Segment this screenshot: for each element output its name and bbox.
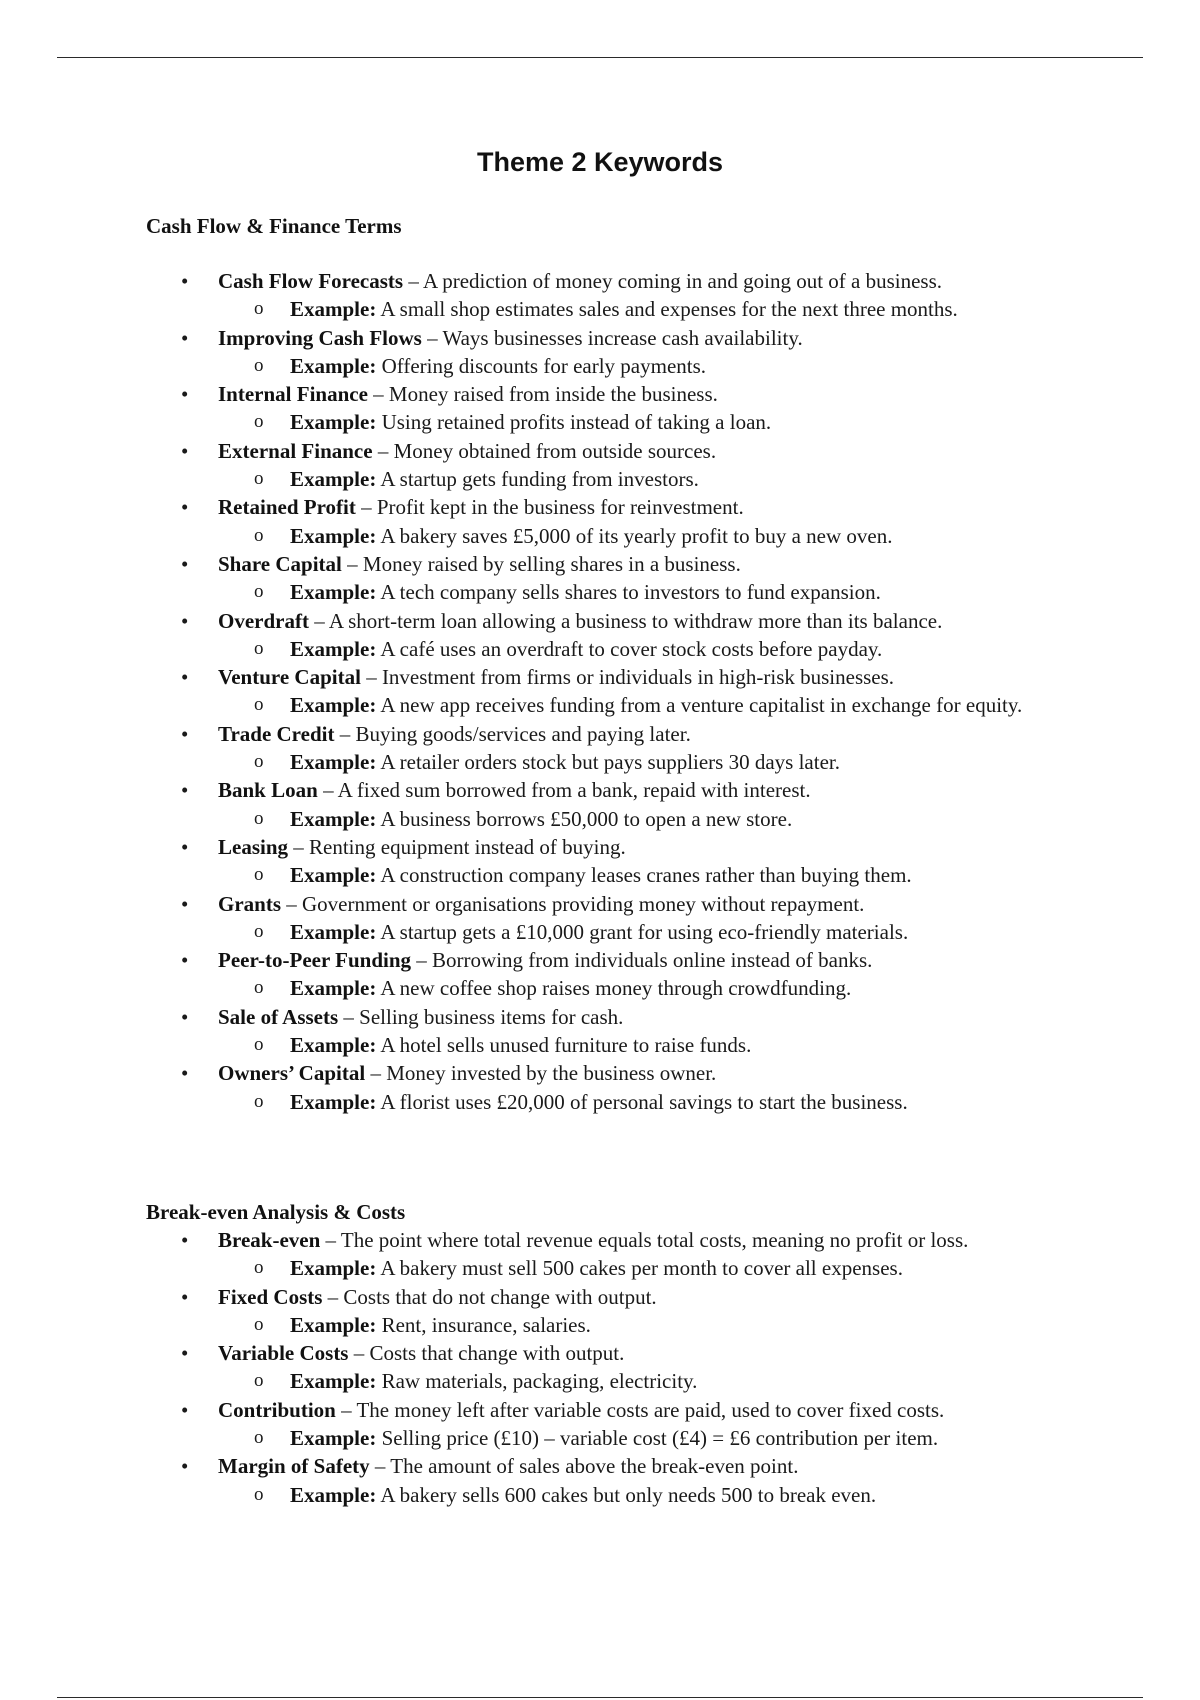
dash-separator: – <box>374 1454 386 1479</box>
example-item <box>0 1367 1060 1395</box>
dash-separator: – <box>366 665 377 690</box>
bullet-icon: • <box>181 495 189 520</box>
example-item <box>0 691 1060 719</box>
example-label: Example: <box>290 353 377 378</box>
example-label: Example: <box>290 976 377 1001</box>
sub-bullet-icon: o <box>254 807 264 829</box>
bullet-icon: • <box>181 834 189 859</box>
example-label: Example: <box>290 1089 377 1114</box>
example-item <box>0 408 1060 436</box>
example-text: A bakery saves £5,000 of its yearly profit to buy a new oven. <box>380 523 893 548</box>
term-item <box>0 380 1200 437</box>
term-item <box>0 437 1200 494</box>
dash-separator: – <box>373 382 384 407</box>
sub-bullet-icon: o <box>254 1313 264 1335</box>
example-label: Example: <box>290 863 377 888</box>
example-item <box>0 578 1060 606</box>
dash-separator: – <box>327 1284 339 1309</box>
example-item <box>0 805 1060 833</box>
dash-separator: – <box>314 608 325 633</box>
example-label: Example: <box>290 580 377 605</box>
bullet-icon: • <box>181 948 189 973</box>
top-rule <box>57 57 1143 58</box>
example-label: Example: <box>290 523 377 548</box>
term-item <box>0 1339 1200 1396</box>
example-list <box>218 1031 1060 1059</box>
term-definition: Borrowing from individuals online instead of banks. <box>432 948 873 973</box>
example-list <box>218 522 1060 550</box>
term-item <box>0 550 1200 607</box>
sub-bullet-icon: o <box>254 524 264 546</box>
term-definition: Money raised by selling shares in a business. <box>362 551 741 576</box>
section-heading-cash-flow: Cash Flow & Finance Terms <box>146 214 402 238</box>
dash-separator: – <box>323 778 334 803</box>
example-label: Example: <box>290 1426 377 1451</box>
example-text: A tech company sells shares to investors to fund expansion. <box>380 580 881 605</box>
dash-separator: – <box>353 1341 365 1366</box>
term-name: Variable Costs <box>218 1341 349 1366</box>
sub-bullet-icon: o <box>254 864 264 886</box>
bullet-icon: • <box>181 1341 189 1366</box>
dash-separator: – <box>339 721 351 746</box>
term-name: Fixed Costs <box>218 1284 323 1309</box>
bullet-icon: • <box>181 325 189 350</box>
example-label: Example: <box>290 750 377 775</box>
sub-bullet-icon: o <box>254 637 264 659</box>
term-name: Venture Capital <box>218 665 361 690</box>
example-text: A new coffee shop raises money through crowdfunding. <box>380 976 852 1001</box>
sub-bullet-icon: o <box>254 298 264 320</box>
example-text: A bakery must sell 500 cakes per month to cover all expenses. <box>380 1256 903 1281</box>
example-list <box>218 295 1060 323</box>
term-name: Margin of Safety <box>218 1454 370 1479</box>
dash-separator: – <box>361 495 372 520</box>
term-name: Trade Credit <box>218 721 335 746</box>
term-item <box>0 776 1200 833</box>
term-name: Cash Flow Forecasts <box>218 269 404 293</box>
example-label: Example: <box>290 1482 377 1507</box>
bullet-icon: • <box>181 1284 189 1309</box>
sub-bullet-icon: o <box>254 920 264 942</box>
example-list <box>218 1367 1060 1395</box>
term-definition: Government or organisations providing money without repayment. <box>302 891 865 916</box>
sub-bullet-icon: o <box>254 694 264 716</box>
term-definition: Money invested by the business owner. <box>386 1061 717 1086</box>
example-text: A bakery sells 600 cakes but only needs 500 to break even. <box>380 1482 877 1507</box>
sub-bullet-icon: o <box>254 581 264 603</box>
example-text: Offering discounts for early payments. <box>381 353 707 378</box>
bullet-icon: • <box>181 665 189 690</box>
example-item <box>0 748 1060 776</box>
example-item <box>0 1311 1060 1339</box>
term-definition: Buying goods/services and paying later. <box>355 721 691 746</box>
example-list <box>218 974 1060 1002</box>
example-label: Example: <box>290 297 377 322</box>
sub-bullet-icon: o <box>254 1257 264 1279</box>
term-item <box>0 1396 1200 1453</box>
term-item <box>0 607 1200 664</box>
term-definition: Money obtained from outside sources. <box>393 438 717 463</box>
term-name: Peer-to-Peer Funding <box>218 948 412 973</box>
term-name: Bank Loan <box>218 778 318 803</box>
term-item <box>0 833 1200 890</box>
term-item <box>0 1283 1200 1340</box>
example-label: Example: <box>290 636 377 661</box>
example-text: A startup gets funding from investors. <box>380 467 699 492</box>
example-item <box>0 352 1060 380</box>
dash-separator: – <box>341 1397 352 1422</box>
term-name: Improving Cash Flows <box>218 325 422 350</box>
bullet-icon: • <box>181 721 189 746</box>
example-label: Example: <box>290 467 377 492</box>
dash-separator: – <box>377 438 389 463</box>
term-definition: A fixed sum borrowed from a bank, repaid with interest. <box>337 778 811 803</box>
sub-bullet-icon: o <box>254 354 264 376</box>
example-text: Selling price (£10) – variable cost (£4) = £6 contribution per item. <box>381 1426 939 1451</box>
example-list <box>218 805 1060 833</box>
example-item <box>0 295 1060 323</box>
dash-separator: – <box>416 948 427 973</box>
example-list <box>218 578 1060 606</box>
term-item <box>0 324 1200 381</box>
example-text: A startup gets a £10,000 grant for using eco-friendly materials. <box>380 919 909 944</box>
term-name: Retained Profit <box>218 495 356 520</box>
example-text: A new app receives funding from a venture capitalist in exchange for equity. <box>380 693 1023 718</box>
example-item <box>0 861 1060 889</box>
bullet-icon: • <box>181 1004 189 1029</box>
term-item <box>0 267 1200 324</box>
term-definition: The money left after variable costs are paid, used to cover fixed costs. <box>356 1397 945 1422</box>
term-item <box>0 1059 1200 1116</box>
bottom-rule <box>57 1697 1143 1698</box>
term-item <box>0 1452 1200 1509</box>
example-text: Using retained profits instead of taking a loan. <box>381 410 772 435</box>
bullet-icon: • <box>181 1228 189 1252</box>
example-item <box>0 974 1060 1002</box>
term-definition: Ways businesses increase cash availability. <box>442 325 803 350</box>
example-list <box>218 1088 1060 1116</box>
bullet-icon: • <box>181 891 189 916</box>
term-item <box>0 493 1200 550</box>
example-label: Example: <box>290 410 377 435</box>
dash-separator: – <box>325 1228 337 1252</box>
example-list <box>218 1481 1060 1509</box>
example-list <box>218 918 1060 946</box>
dash-separator: – <box>343 1004 354 1029</box>
term-definition: The point where total revenue equals total costs, meaning no profit or loss. <box>340 1228 969 1252</box>
sub-bullet-icon: o <box>254 977 264 999</box>
term-definition: Money raised from inside the business. <box>388 382 718 407</box>
example-list <box>218 352 1060 380</box>
term-name: Grants <box>218 891 281 916</box>
example-list <box>218 691 1060 719</box>
sub-bullet-icon: o <box>254 1034 264 1056</box>
example-item <box>0 1424 1060 1452</box>
page-title: Theme 2 Keywords <box>476 147 724 177</box>
example-text: A small shop estimates sales and expenses for the next three months. <box>380 297 958 322</box>
bullet-icon: • <box>181 1397 189 1422</box>
term-item <box>0 946 1200 1003</box>
term-name: Leasing <box>218 834 289 859</box>
dash-separator: – <box>427 325 438 350</box>
example-item <box>0 1088 1060 1116</box>
example-list <box>218 465 1060 493</box>
example-label: Example: <box>290 1312 377 1337</box>
term-definition: Costs that do not change with output. <box>343 1284 657 1309</box>
term-definition: Investment from firms or individuals in high-risk businesses. <box>381 665 895 690</box>
term-name: Internal Finance <box>218 382 368 407</box>
example-text: Rent, insurance, salaries. <box>381 1312 591 1337</box>
term-definition: A prediction of money coming in and going out of a business. <box>422 269 943 293</box>
term-name: Owners’ Capital <box>218 1061 366 1086</box>
term-item <box>0 890 1200 947</box>
example-label: Example: <box>290 693 377 718</box>
term-definition: The amount of sales above the break-even point. <box>390 1454 799 1479</box>
example-list <box>218 1424 1060 1452</box>
bullet-icon: • <box>181 1454 189 1479</box>
term-name: Overdraft <box>218 608 309 633</box>
sub-bullet-icon: o <box>254 1483 264 1505</box>
bullet-icon: • <box>181 269 189 293</box>
term-item <box>0 1226 1200 1283</box>
sub-bullet-icon: o <box>254 1427 264 1449</box>
term-item <box>0 1003 1200 1060</box>
sub-bullet-icon: o <box>254 751 264 773</box>
example-label: Example: <box>290 1369 377 1394</box>
term-definition: Profit kept in the business for reinvestment. <box>376 495 744 520</box>
term-list-break-even <box>0 1226 1200 1509</box>
example-item <box>0 1254 1060 1282</box>
example-text: A construction company leases cranes rather than buying them. <box>380 863 912 888</box>
example-label: Example: <box>290 1256 377 1281</box>
example-item <box>0 1481 1060 1509</box>
sub-bullet-icon: o <box>254 411 264 433</box>
example-text: Raw materials, packaging, electricity. <box>381 1369 698 1394</box>
term-name: Break-even <box>218 1228 321 1252</box>
example-text: A florist uses £20,000 of personal savings to start the business. <box>380 1089 908 1114</box>
example-text: A hotel sells unused furniture to raise funds. <box>380 1033 752 1058</box>
bullet-icon: • <box>181 1061 189 1086</box>
example-item <box>0 1031 1060 1059</box>
bullet-icon: • <box>181 382 189 407</box>
example-text: A café uses an overdraft to cover stock costs before payday. <box>380 636 883 661</box>
term-item <box>0 720 1200 777</box>
example-item <box>0 465 1060 493</box>
example-label: Example: <box>290 1033 377 1058</box>
example-list <box>218 861 1060 889</box>
bullet-icon: • <box>181 551 189 576</box>
example-item <box>0 918 1060 946</box>
dash-separator: – <box>286 891 297 916</box>
term-item <box>0 663 1200 720</box>
dash-separator: – <box>347 551 358 576</box>
term-list-cash-flow <box>0 267 1200 1116</box>
example-text: A retailer orders stock but pays suppliers 30 days later. <box>380 750 840 775</box>
sub-bullet-icon: o <box>254 468 264 490</box>
example-list <box>218 748 1060 776</box>
bullet-icon: • <box>181 778 189 803</box>
sub-bullet-icon: o <box>254 1370 264 1392</box>
term-name: Sale of Assets <box>218 1004 339 1029</box>
example-label: Example: <box>290 919 377 944</box>
bullet-icon: • <box>181 438 189 463</box>
example-list <box>218 635 1060 663</box>
dash-separator: – <box>293 834 304 859</box>
example-list <box>218 1311 1060 1339</box>
dash-separator: – <box>370 1061 381 1086</box>
example-list <box>218 408 1060 436</box>
dash-separator: – <box>408 269 419 293</box>
example-list <box>218 1254 1060 1282</box>
term-name: External Finance <box>218 438 373 463</box>
example-item <box>0 635 1060 663</box>
section-heading-break-even: Break-even Analysis & Costs <box>146 1200 406 1224</box>
term-definition: Costs that change with output. <box>369 1341 625 1366</box>
term-name: Contribution <box>218 1397 336 1422</box>
term-definition: Renting equipment instead of buying. <box>309 834 626 859</box>
example-text: A business borrows £50,000 to open a new store. <box>380 806 793 831</box>
example-label: Example: <box>290 806 377 831</box>
bullet-icon: • <box>181 608 189 633</box>
term-name: Share Capital <box>218 551 342 576</box>
term-definition: Selling business items for cash. <box>359 1004 624 1029</box>
term-definition: A short-term loan allowing a business to withdraw more than its balance. <box>328 608 943 633</box>
example-item <box>0 522 1060 550</box>
sub-bullet-icon: o <box>254 1090 264 1112</box>
